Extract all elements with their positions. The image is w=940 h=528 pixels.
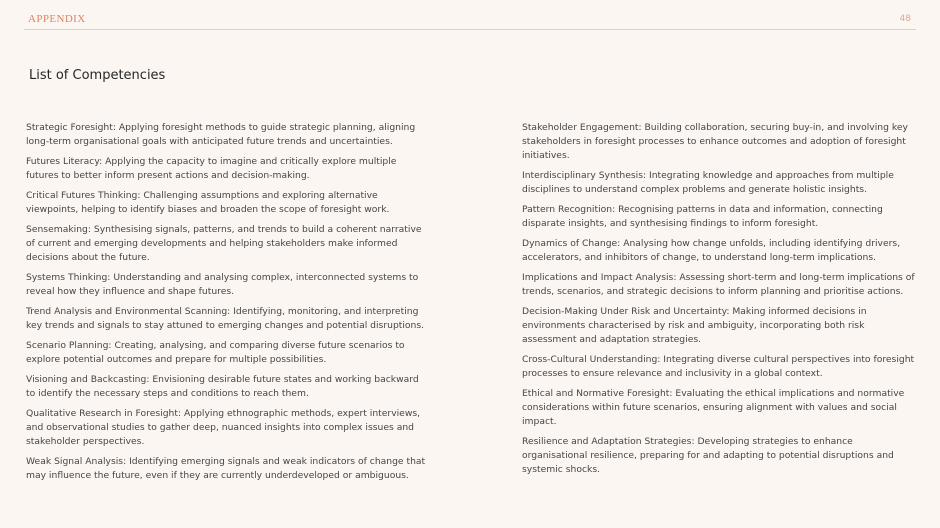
page-title: List of Competencies bbox=[29, 68, 166, 83]
competency-item: Resilience and Adaptation Strategies: Developing strategies to enhance organisational resilience, preparing for and adapting to potential disruptions and systemic shocks. bbox=[522, 436, 894, 475]
competency-item: Sensemaking: Synthesising signals, patterns, and trends to build a coherent narrative of current and emerging developments and helping stakeholders make informed decisions about the future. bbox=[26, 224, 422, 263]
competency-item: Systems Thinking: Understanding and analysing complex, interconnected systems to reveal how they influence and shape futures. bbox=[26, 272, 419, 297]
competency-item: Cross-Cultural Understanding: Integrating diverse cultural perspectives into foresight processes to ensure relevance and inclusivity in a global context. bbox=[522, 354, 915, 379]
competency-item: Decision-Making Under Risk and Uncertainty: Making informed decisions in environments characterised by risk and ambiguity, incorporating both risk assessment and adaptation strategies. bbox=[522, 306, 867, 345]
page-number: 48 bbox=[899, 14, 911, 24]
competency-item: Futures Literacy: Applying the capacity to imagine and critically explore multiple futures to better inform present actions and decision-making. bbox=[26, 156, 397, 181]
competency-item: Strategic Foresight: Applying foresight methods to guide strategic planning, aligning long-term organisational goals with anticipated future trends and uncertainties. bbox=[26, 122, 416, 147]
competency-item: Dynamics of Change: Analysing how change unfolds, including identifying drivers, accelerators, and inhibitors of change, to understand long-term implications. bbox=[522, 238, 901, 263]
competency-item: Interdisciplinary Synthesis: Integrating knowledge and approaches from multiple disciplines to understand complex problems and generate holistic insights. bbox=[522, 170, 894, 195]
competency-item: Stakeholder Engagement: Building collaboration, securing buy-in, and involving key stakeholders in foresight processes to enhance outcomes and adoption of foresight initiatives. bbox=[522, 122, 908, 161]
competency-item: Implications and Impact Analysis: Assessing short-term and long-term implications of trends, scenarios, and strategic decisions to inform planning and prioritise actions. bbox=[522, 272, 915, 297]
competency-list-right bbox=[522, 121, 917, 483]
competency-list-left bbox=[26, 121, 430, 489]
competency-item: Scenario Planning: Creating, analysing, and comparing diverse future scenarios to explore potential outcomes and prepare for multiple possibilities. bbox=[26, 340, 405, 365]
competency-item: Critical Futures Thinking: Challenging assumptions and exploring alternative viewpoints, helping to identify biases and broaden the scope of foresight work. bbox=[26, 190, 390, 215]
competency-item: Ethical and Normative Foresight: Evaluating the ethical implications and normative considerations within future scenarios, ensuring alignment with values and social impact. bbox=[522, 388, 905, 427]
competency-item: Qualitative Research in Foresight: Applying ethnographic methods, expert interviews, and observational studies to gather deep, nuanced insights into complex issues and stakeholder perspectives. bbox=[26, 408, 421, 447]
header-divider bbox=[24, 29, 916, 30]
competency-item: Weak Signal Analysis: Identifying emerging signals and weak indicators of change that may influence the future, even if they are currently underdeveloped or ambiguous. bbox=[26, 456, 426, 481]
section-label: APPENDIX bbox=[28, 13, 86, 25]
competency-item: Trend Analysis and Environmental Scanning: Identifying, monitoring, and interpreting key trends and signals to stay attuned to emerging changes and potential disruptions. bbox=[26, 306, 425, 331]
competency-item: Pattern Recognition: Recognising patterns in data and information, connecting disparate insights, and synthesising findings to inform foresight. bbox=[522, 204, 883, 229]
competency-item: Visioning and Backcasting: Envisioning desirable future states and working backward to identify the necessary steps and conditions to reach them. bbox=[26, 374, 419, 399]
